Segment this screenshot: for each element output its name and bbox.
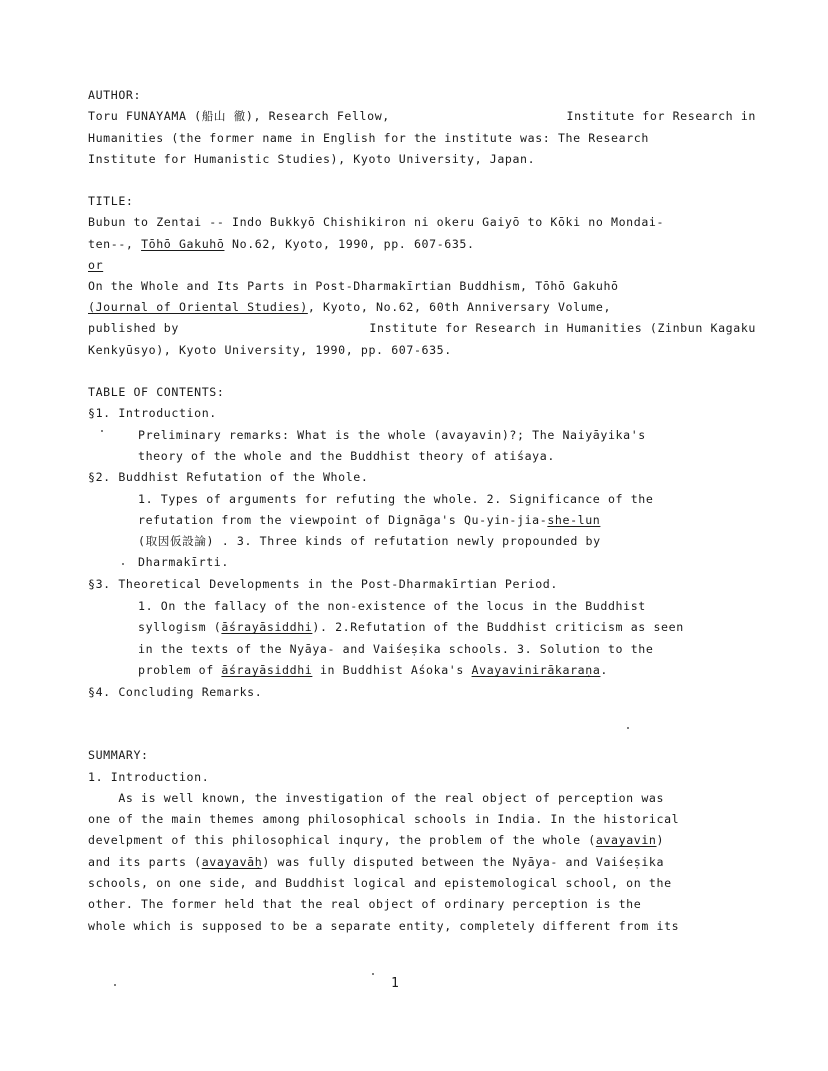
toc-heading: TABLE OF CONTENTS:	[88, 385, 225, 399]
quyin-title: she-lun	[547, 513, 601, 527]
title-line-6: Kenkyūsyo), Kyoto University, 1990, pp. 607-635.	[88, 343, 452, 357]
title-line-1: Bubun to Zentai -- Indo Bukkyō Chishikiron ni okeru Gaiyō to Kōki no Mondai-	[88, 215, 665, 229]
summary-section: 1. Introduction.	[88, 770, 210, 784]
scan-speck	[627, 727, 629, 729]
toc-section-3-line-4-b: in Buddhist Aśoka's	[312, 663, 472, 677]
journal-name: Tōhō Gakuhō	[141, 237, 225, 251]
summary-line-7: whole which is supposed to be a separate entity, completely different from its	[88, 919, 680, 933]
toc-section-3-line-2-a: syllogism (	[138, 620, 222, 634]
term-avayavah: avayavāḥ	[201, 855, 263, 869]
toc-section-3-line-2	[138, 622, 684, 634]
summary-line-1: As is well known, the investigation of the real object of perception was	[88, 791, 665, 805]
toc-section-2-line-3: (取因仮設論) . 3. Three kinds of refutation newly propounded by	[138, 534, 601, 548]
author-line-1	[88, 111, 756, 123]
toc-section-3-line-3: in the texts of the Nyāya- and Vaiśeṣika schools. 3. Solution to the	[138, 642, 654, 656]
summary-line-4-b: ) was fully disputed between the Nyāya- and Vaiśeṣika	[262, 855, 665, 869]
summary-heading: SUMMARY:	[88, 748, 149, 762]
author-institute: Institute for Research in	[566, 109, 756, 123]
scan-speck	[372, 973, 374, 975]
toc-section-2-line-2-text: refutation from the viewpoint of Dignāga's Qu-yin-jia-	[138, 513, 548, 527]
summary-line-3-b: )	[656, 833, 665, 847]
title-heading: TITLE:	[88, 194, 134, 208]
toc-section-2-line-4: Dharmakīrti.	[138, 555, 229, 569]
title-or: or	[88, 258, 104, 272]
summary-line-4	[88, 857, 664, 869]
toc-section-2-line-2	[138, 515, 600, 527]
scan-speck	[101, 430, 103, 432]
author-line-2: Humanities (the former name in English for the institute was: The Research	[88, 131, 649, 145]
term-asrayasiddhi-2: āśrayāsiddhi	[221, 663, 313, 677]
text-avayavinirakarana: Avayavinirākaraṇa	[471, 663, 601, 677]
title-line-5	[88, 323, 756, 335]
toc-section-3-line-4-a: problem of	[138, 663, 222, 677]
page-number: 1	[391, 976, 400, 991]
toc-section-3-line-1: 1. On the fallacy of the non-existence of the locus in the Buddhist	[138, 599, 646, 613]
author-heading: AUTHOR:	[88, 88, 142, 102]
title-line-4-rest: , Kyoto, No.62, 60th Anniversary Volume,	[307, 300, 612, 314]
summary-line-2: one of the main themes among philosophical schools in India. In the historical	[88, 812, 680, 826]
term-asrayasiddhi: āśrayāsiddhi	[221, 620, 313, 634]
toc-section-1-line-2: theory of the whole and the Buddhist theory of atiśaya.	[138, 449, 555, 463]
journal-english-name: (Journal of Oriental Studies)	[88, 300, 308, 314]
summary-line-6: other. The former held that the real object of ordinary perception is the	[88, 897, 642, 911]
toc-section-3-line-4	[138, 665, 608, 677]
term-avayavin: avayavin	[595, 833, 657, 847]
summary-line-4-a: and its parts (	[88, 855, 202, 869]
title-line-2-text: ten--,	[88, 237, 142, 251]
scan-speck	[122, 563, 124, 565]
toc-section-1: §1. Introduction.	[88, 406, 217, 420]
title-line-2-citation: No.62, Kyoto, 1990, pp. 607-635.	[224, 237, 475, 251]
publisher-name: Institute for Research in Humanities (Zinbun Kagaku	[369, 321, 756, 335]
toc-section-2-line-1: 1. Types of arguments for refuting the whole. 2. Significance of the	[138, 492, 654, 506]
summary-line-3	[88, 835, 664, 847]
published-by: published by	[88, 321, 179, 335]
title-line-3: On the Whole and Its Parts in Post-Dharmakīrtian Buddhism, Tōhō Gakuhō	[88, 279, 619, 293]
scan-speck	[114, 984, 116, 986]
author-name: Toru FUNAYAMA (船山 徹), Research Fellow,	[88, 109, 390, 123]
toc-section-2: §2. Buddhist Refutation of the Whole.	[88, 470, 369, 484]
toc-section-3-line-2-b: ). 2.Refutation of the Buddhist criticism as seen	[312, 620, 684, 634]
summary-line-5: schools, on one side, and Buddhist logical and epistemological school, on the	[88, 876, 672, 890]
toc-section-4: §4. Concluding Remarks.	[88, 685, 263, 699]
toc-section-1-line-1: Preliminary remarks: What is the whole (avayavin)?; The Naiyāyika's	[138, 428, 646, 442]
summary-line-3-a: develpment of this philosophical inqury, the problem of the whole (	[88, 833, 596, 847]
author-line-3: Institute for Humanistic Studies), Kyoto University, Japan.	[88, 152, 536, 166]
toc-section-3: §3. Theoretical Developments in the Post-Dharmakīrtian Period.	[88, 577, 558, 591]
title-line-2	[88, 239, 475, 251]
toc-section-3-line-4-c: .	[600, 663, 609, 677]
title-line-4	[88, 302, 611, 314]
